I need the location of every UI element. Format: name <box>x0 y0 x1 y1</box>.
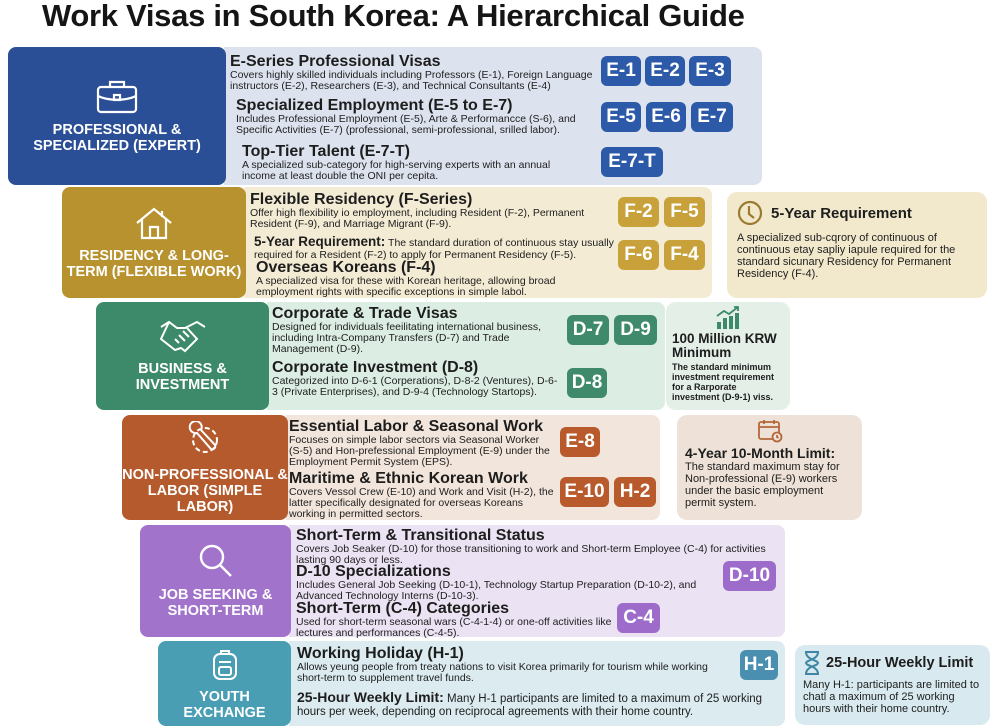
item-text: 25-Hour Weekly Limit: Many H-1 participants are limited to a maximum of 25 working hours per week, depending on reciprocal agreements with their home country. <box>297 689 763 718</box>
visa-badge: E-7 <box>691 102 733 132</box>
visa-badge: E-7-T <box>601 147 663 177</box>
item-text: Designed for individuals feeilitating international business, including Intra-Company Transfers (D-7) and Trade Management (D-9). <box>272 321 542 355</box>
callout-text: The standard minimum investment requirement for a Rarporate investment (D-9-1) viss. <box>672 362 775 402</box>
content-jobseeking <box>289 525 785 637</box>
visa-badge: E-3 <box>689 56 731 86</box>
item-heading: Corporate Investment (D-8) <box>272 359 479 376</box>
visa-badge: C-4 <box>617 603 660 633</box>
item-text: A specialized visa for these with Korean heritage, allowing broad employment rights with specific exceptions in simple labol. <box>256 275 556 298</box>
growth-chart-icon <box>715 306 741 330</box>
briefcase-icon <box>95 78 139 114</box>
visa-badge: F-4 <box>664 240 705 270</box>
visa-badge: D-7 <box>567 315 609 345</box>
backpack-icon <box>211 649 239 681</box>
item-text: Used for short-term seasonal wars (C-4-1-4) or one-off activities like lectures and performances (C-4-5). <box>296 616 612 639</box>
calendar-icon <box>757 419 783 443</box>
item-text: Covers highly skilled individuals including Professors (E-1), Foreign Language instructors (E-2), Researchers (E-3), and Technical Consultants (E-4) <box>230 69 593 92</box>
item-heading: Corporate & Trade Visas <box>272 305 458 322</box>
item-text: Covers Vessol Crew (E-10) and Work and Visit (H-2), the latter specifically designated for overseas Koreans working in permitted sectors. <box>289 486 554 520</box>
gear-wrench-icon <box>185 421 225 459</box>
visa-badge: D-8 <box>567 368 607 398</box>
visa-badge: E-8 <box>560 427 600 457</box>
visa-badge: F-2 <box>618 197 659 227</box>
handshake-icon <box>159 319 207 353</box>
item-heading: Specialized Employment (E-5 to E-7) <box>236 97 513 114</box>
visa-badge: H-2 <box>614 477 656 507</box>
callout-25-hour: 25-Hour Weekly Limit Many H-1: participants are limited to chatl a maximum of 25 working hours with their home country. <box>795 645 990 725</box>
callout-5-year: 5-Year Requirement A specialized sub-cqrory of continuous of continuous etay sapliy iapule required for the standard sicunary Residency for Permanent Residency (F-4). <box>727 192 987 298</box>
item-heading: Short-Term & Transitional Status <box>296 527 545 544</box>
visa-badge: F-5 <box>664 197 705 227</box>
content-youth <box>289 641 785 726</box>
item-heading: E-Series Professional Visas <box>230 53 441 70</box>
item-text: Covers Job Seaker (D-10) for those transitioning to work and Short-term Employee (C-4) for activities lasting 90 days or less. <box>296 543 766 566</box>
category-labor: NON-PROFESSIONAL & LABOR (SIMPLE LABOR) <box>122 415 288 520</box>
item-text: Offer high flexibility io employment, including Resident (F-2), Permanent Resident (F-9), and Marriage Migrant (F-9). <box>250 207 585 230</box>
item-heading: Essential Labor & Seasonal Work <box>289 418 544 435</box>
category-business: BUSINESS & INVESTMENT <box>96 302 269 410</box>
item-heading: Flexible Residency (F-Series) <box>250 191 473 208</box>
item-heading: D-10 Specializations <box>296 563 451 580</box>
visa-badge: E-6 <box>646 102 686 132</box>
category-residency: RESIDENCY & LONG-TERM (FLEXIBLE WORK) <box>62 187 246 298</box>
item-heading: Maritime & Ethnic Korean Work <box>289 470 528 487</box>
clock-icon <box>737 200 763 226</box>
category-jobseeking: JOB SEEKING & SHORT-TERM <box>140 525 291 637</box>
hourglass-icon <box>803 651 821 675</box>
item-heading: Short-Term (C-4) Categories <box>296 600 510 617</box>
item-heading: Overseas Koreans (F-4) <box>256 259 436 276</box>
item-text: Allows yeung people from treaty nations to visit Korea primarily for tourism while working short-term to supplement travel funds. <box>297 661 708 684</box>
category-youth: YOUTH EXCHANGE <box>158 641 291 726</box>
visa-badge: E-1 <box>601 56 641 86</box>
callout-4-year: 4-Year 10-Month Limit: The standard maximum stay for Non-professional (E-9) workers under the basic employment permit system. <box>677 415 862 520</box>
callout-text: The standard maximum stay for Non-professional (E-9) workers under the basic employment permit system. <box>685 461 840 509</box>
visa-badge: D-9 <box>614 315 657 345</box>
callout-text: Many H-1: participants are limited to chatl a maximum of 25 working hours with their home country. <box>803 679 980 715</box>
callout-text: A specialized sub-cqrory of continuous of continuous etay sapliy iapule required for the standard sicunary Residency for Permanent Residency (F-4). <box>737 232 956 280</box>
visa-badge: D-10 <box>723 561 776 591</box>
callout-investment: 100 Million KRW Minimum The standard minimum investment requirement for a Rarporate investment (D-9-1) viss. <box>666 302 790 410</box>
page-title: Work Visas in South Korea: A Hierarchical Guide <box>42 0 745 33</box>
visa-badge: F-6 <box>618 240 659 270</box>
search-icon <box>198 543 234 579</box>
visa-badge: E-2 <box>645 56 685 86</box>
item-text: Includes General Job Seeking (D-10-1), Technology Startup Preparation (D-10-2), and Advanced Technology Interns (D-10-3). <box>296 579 697 602</box>
visa-badge: E-5 <box>601 102 641 132</box>
item-text: Focuses on simple labor sectors via Seasonal Worker (S-5) and Hon-prefessional Employment (E-9) under the Employment Permit System (EPS). <box>289 434 550 468</box>
category-professional: PROFESSIONAL & SPECIALIZED (EXPERT) <box>8 47 226 185</box>
item-text: Includes Professional Employment (E-5), Arte & Performancce (S-6), and Specific Activities (E-7) (professional, semi-professional, srilled labor). <box>236 113 576 136</box>
house-icon <box>134 206 174 240</box>
visa-badge: E-10 <box>560 477 609 507</box>
item-text: A specialized sub-category for high-serving experts with an annual income at least double the ONI per cepita. <box>242 159 551 182</box>
item-heading: Top-Tier Talent (E-7-T) <box>242 143 410 160</box>
visa-badge: H-1 <box>740 650 778 680</box>
item-text: 5-Year Requirement: The standard duration of continuous stay usually required for a Resident (F-2) to apply for Permanent Residency (F-5). <box>254 234 614 261</box>
item-heading: Working Holiday (H-1) <box>297 645 464 662</box>
item-text: Categorized into D-6-1 (Corperations), D-8-2 (Ventures), D-6-3 (Private Enterprises), and D-9-4 (Technology Startops). <box>272 375 558 398</box>
